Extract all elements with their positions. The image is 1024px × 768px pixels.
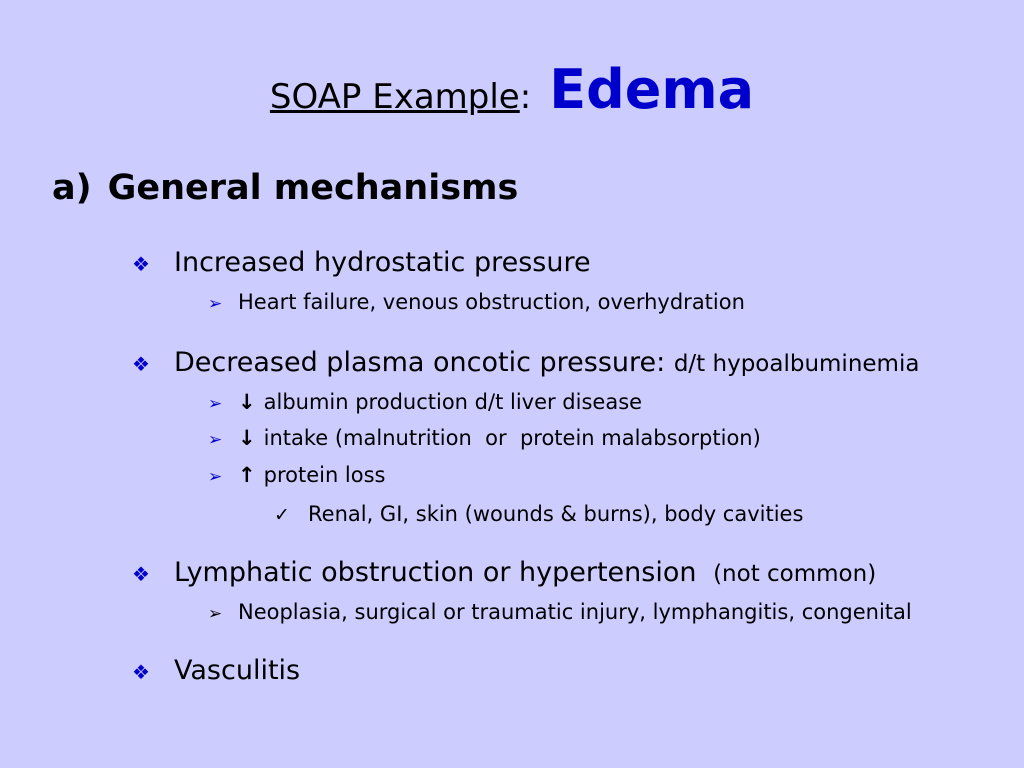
bullet-item (132, 557, 876, 588)
sub-bullet-item (208, 426, 761, 450)
sub-bullet-item (208, 600, 912, 624)
sub-bullet-text: albumin production d/t liver disease (263, 390, 643, 414)
sub-bullet-text: Neoplasia, surgical or traumatic injury, lymphangitis, congenital (238, 600, 912, 624)
section-label: a) (52, 168, 92, 208)
bullet-item (132, 347, 919, 378)
sub-sub-bullet-text: Renal, GI, skin (wounds & burns), body cavities (308, 502, 804, 526)
bullet-note: d/t hypoalbuminemia (673, 351, 920, 377)
section-heading (52, 168, 518, 208)
bullet-text: Lymphatic obstruction or hypertension (174, 557, 697, 588)
sub-bullet-text: protein loss (263, 463, 386, 487)
title-colon: : (519, 77, 532, 117)
bullet-item (132, 247, 591, 278)
arrowhead-bullet-icon: ➢ (208, 430, 223, 450)
sub-bullet-text: Heart failure, venous obstruction, overhydration (238, 290, 745, 314)
arrowhead-bullet-icon: ➢ (208, 394, 223, 414)
title-main: SOAP Example (269, 77, 520, 117)
slide-title (0, 58, 1024, 121)
title-accent: Edema (549, 58, 755, 121)
bullet-text: Decreased plasma oncotic pressure: (174, 347, 666, 378)
sub-sub-bullet-item (274, 502, 803, 526)
sub-bullet-text: intake (malnutrition or protein malabsorption) (263, 426, 761, 450)
bullet-text: Increased hydrostatic pressure (174, 247, 591, 278)
sub-bullet-item (208, 390, 642, 414)
checkmark-icon: ✓ (274, 504, 290, 526)
diamond-bullet-icon: ❖ (132, 352, 150, 376)
arrowhead-bullet-icon: ➢ (208, 604, 223, 624)
down-arrow-icon: ↓ (238, 426, 256, 450)
bullet-text: Vasculitis (174, 655, 301, 686)
arrowhead-bullet-icon: ➢ (208, 467, 223, 487)
diamond-bullet-icon: ❖ (132, 252, 150, 276)
up-arrow-icon: ↑ (238, 463, 256, 487)
bullet-item (132, 655, 300, 686)
diamond-bullet-icon: ❖ (132, 660, 150, 684)
section-heading-text: General mechanisms (107, 168, 519, 208)
arrowhead-bullet-icon: ➢ (208, 294, 223, 314)
sub-bullet-item (208, 463, 386, 487)
diamond-bullet-icon: ❖ (132, 562, 150, 586)
sub-bullet-item (208, 290, 745, 314)
down-arrow-icon: ↓ (238, 390, 256, 414)
bullet-note: (not common) (713, 561, 877, 587)
